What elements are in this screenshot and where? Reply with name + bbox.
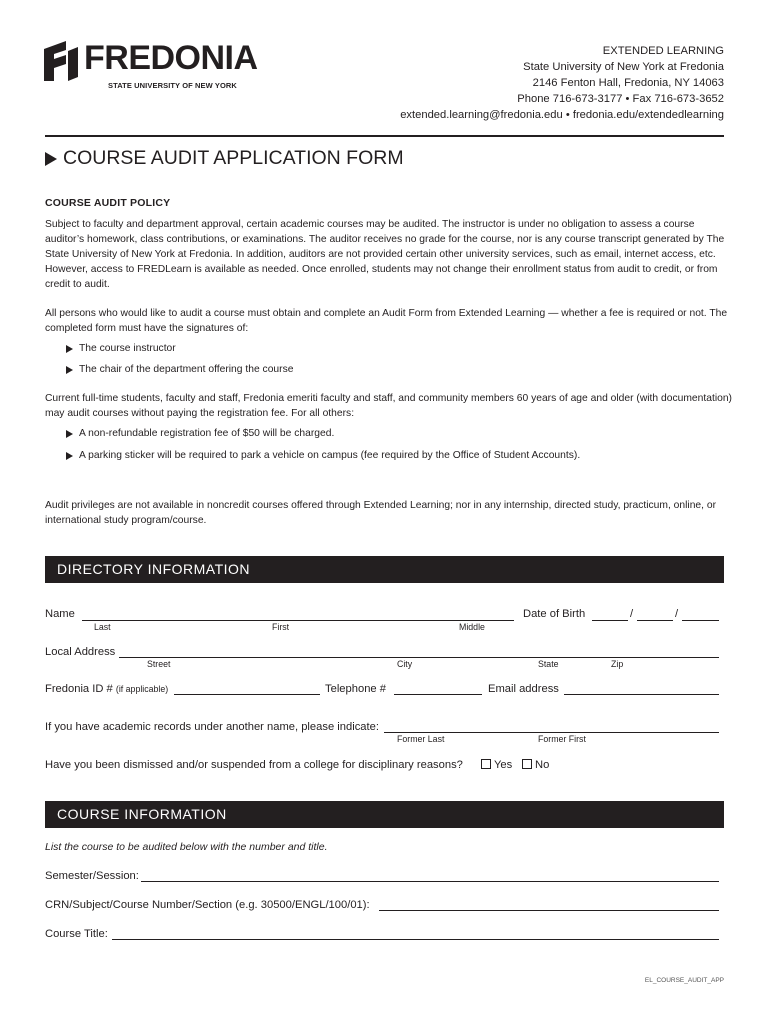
list-item-text: A non-refundable registration fee of $50 will be charged. xyxy=(79,428,335,439)
name-label: Name xyxy=(45,608,75,620)
crn-label: CRN/Subject/Course Number/Section (e.g. 30500/ENGL/100/01): xyxy=(45,899,370,911)
list-item-text: The course instructor xyxy=(79,343,176,354)
course-instruction: List the course to be audited below with the number and title. xyxy=(45,841,328,853)
dismissed-yes-option[interactable] xyxy=(481,759,512,771)
contact-block xyxy=(400,43,724,123)
list-item xyxy=(66,343,176,354)
dob-separator: / xyxy=(630,608,634,620)
other-name-sub-label: Former Last xyxy=(397,734,445,744)
no-checkbox[interactable] xyxy=(522,759,532,769)
semester-label: Semester/Session: xyxy=(45,870,139,882)
crn-field[interactable] xyxy=(379,910,719,911)
dob-year-field[interactable] xyxy=(682,620,719,621)
course-heading: COURSE INFORMATION xyxy=(57,806,227,822)
name-field[interactable] xyxy=(82,620,514,621)
fredonia-id-label xyxy=(45,683,168,695)
address-field[interactable] xyxy=(119,657,719,658)
play-triangle-icon xyxy=(45,152,57,166)
contact-line: EXTENDED LEARNING xyxy=(602,45,724,57)
course-section-header xyxy=(45,801,724,828)
name-sub-label: First xyxy=(272,622,290,632)
dob-day-field[interactable] xyxy=(637,620,673,621)
list-item-text: The chair of the department offering the course xyxy=(79,364,294,375)
address-sub-label: Street xyxy=(147,659,171,669)
fredonia-id-field[interactable] xyxy=(174,694,320,695)
other-name-field[interactable] xyxy=(384,732,719,733)
dob-separator: / xyxy=(675,608,679,620)
name-sub-label: Middle xyxy=(459,622,485,632)
form-code: EL_COURSE_AUDIT_APP xyxy=(644,977,724,984)
telephone-field[interactable] xyxy=(394,694,482,695)
telephone-label: Telephone # xyxy=(325,683,386,695)
address-sub-label: Zip xyxy=(611,659,624,669)
list-item xyxy=(66,364,293,375)
semester-field[interactable] xyxy=(141,881,719,882)
policy-paragraph: Current full-time students, faculty and staff, Fredonia emeriti faculty and staff, and community members 60 years of age and older (with documentation) may audit courses without paying the registration fee. For all others: xyxy=(45,393,732,419)
contact-line: extended.learning@fredonia.edu • fredonia.edu/extendedlearning xyxy=(400,109,724,121)
policy-heading: COURSE AUDIT POLICY xyxy=(45,197,171,209)
fredonia-mark-icon xyxy=(44,41,78,86)
list-item-text: A parking sticker will be required to park a vehicle on campus (fee required by the Office of Student Accounts). xyxy=(79,450,581,461)
list-item xyxy=(66,450,580,461)
form-title xyxy=(45,147,404,170)
form-title-text: COURSE AUDIT APPLICATION FORM xyxy=(63,147,404,169)
header-rule xyxy=(45,135,724,137)
name-sub-label: Last xyxy=(94,622,111,632)
dob-month-field[interactable] xyxy=(592,620,628,621)
other-name-sub-label: Former First xyxy=(538,734,586,744)
directory-heading: DIRECTORY INFORMATION xyxy=(57,561,251,577)
email-label: Email address xyxy=(488,683,559,695)
bullet-triangle-icon xyxy=(66,452,73,460)
bullet-triangle-icon xyxy=(66,430,73,438)
contact-line: Phone 716-673-3177 • Fax 716-673-3652 xyxy=(517,93,724,105)
policy-paragraph: Audit privileges are not available in noncredit courses offered through Extended Learning; nor in any internship, directed study, practicum, online, or international study program/course. xyxy=(45,500,717,526)
dismissed-no-option[interactable] xyxy=(522,759,549,771)
address-sub-label: State xyxy=(538,659,559,669)
directory-section-header xyxy=(45,556,724,583)
yes-label: Yes xyxy=(494,759,513,771)
bullet-triangle-icon xyxy=(66,345,73,353)
no-label: No xyxy=(535,759,550,771)
address-sub-label: City xyxy=(397,659,413,669)
dob-label: Date of Birth xyxy=(523,608,586,620)
address-label: Local Address xyxy=(45,646,116,658)
fredonia-id-note: (if applicable) xyxy=(115,684,169,694)
logo-wordmark: FREDONIA xyxy=(84,39,258,77)
other-name-label: If you have academic records under another name, please indicate: xyxy=(45,721,379,733)
policy-paragraph: All persons who would like to audit a course must obtain and complete an Audit Form from Extended Learning — whether a fee is required or not. The completed form must have the signatures of: xyxy=(45,308,728,334)
contact-line: 2146 Fenton Hall, Fredonia, NY 14063 xyxy=(532,77,724,89)
contact-line: State University of New York at Fredonia xyxy=(523,61,724,73)
fredonia-id-label-text: Fredonia ID # xyxy=(45,683,113,695)
course-title-field[interactable] xyxy=(112,939,719,940)
course-title-label: Course Title: xyxy=(45,928,108,940)
bullet-triangle-icon xyxy=(66,366,73,374)
yes-checkbox[interactable] xyxy=(481,759,491,769)
policy-paragraph: Subject to faculty and department approval, certain academic courses may be audited. The instructor is under no obligation to assess a course auditor’s homework, class contributions, or examinations. The auditor receives no grade for the course, nor is any course transcript generated by The State University of New York at Fredonia. In addition, auditors are not provided certain other university services, such as email, internet access, etc. However, access to FREDLearn is available as needed. Once enrolled, students may not change their enrollment status from audit to credit, or from credit to audit. xyxy=(45,219,725,290)
dismissed-question: Have you been dismissed and/or suspended from a college for disciplinary reasons? xyxy=(45,759,463,771)
email-field[interactable] xyxy=(564,694,719,695)
list-item xyxy=(66,428,334,439)
logo-tagline: STATE UNIVERSITY OF NEW YORK xyxy=(108,81,237,90)
